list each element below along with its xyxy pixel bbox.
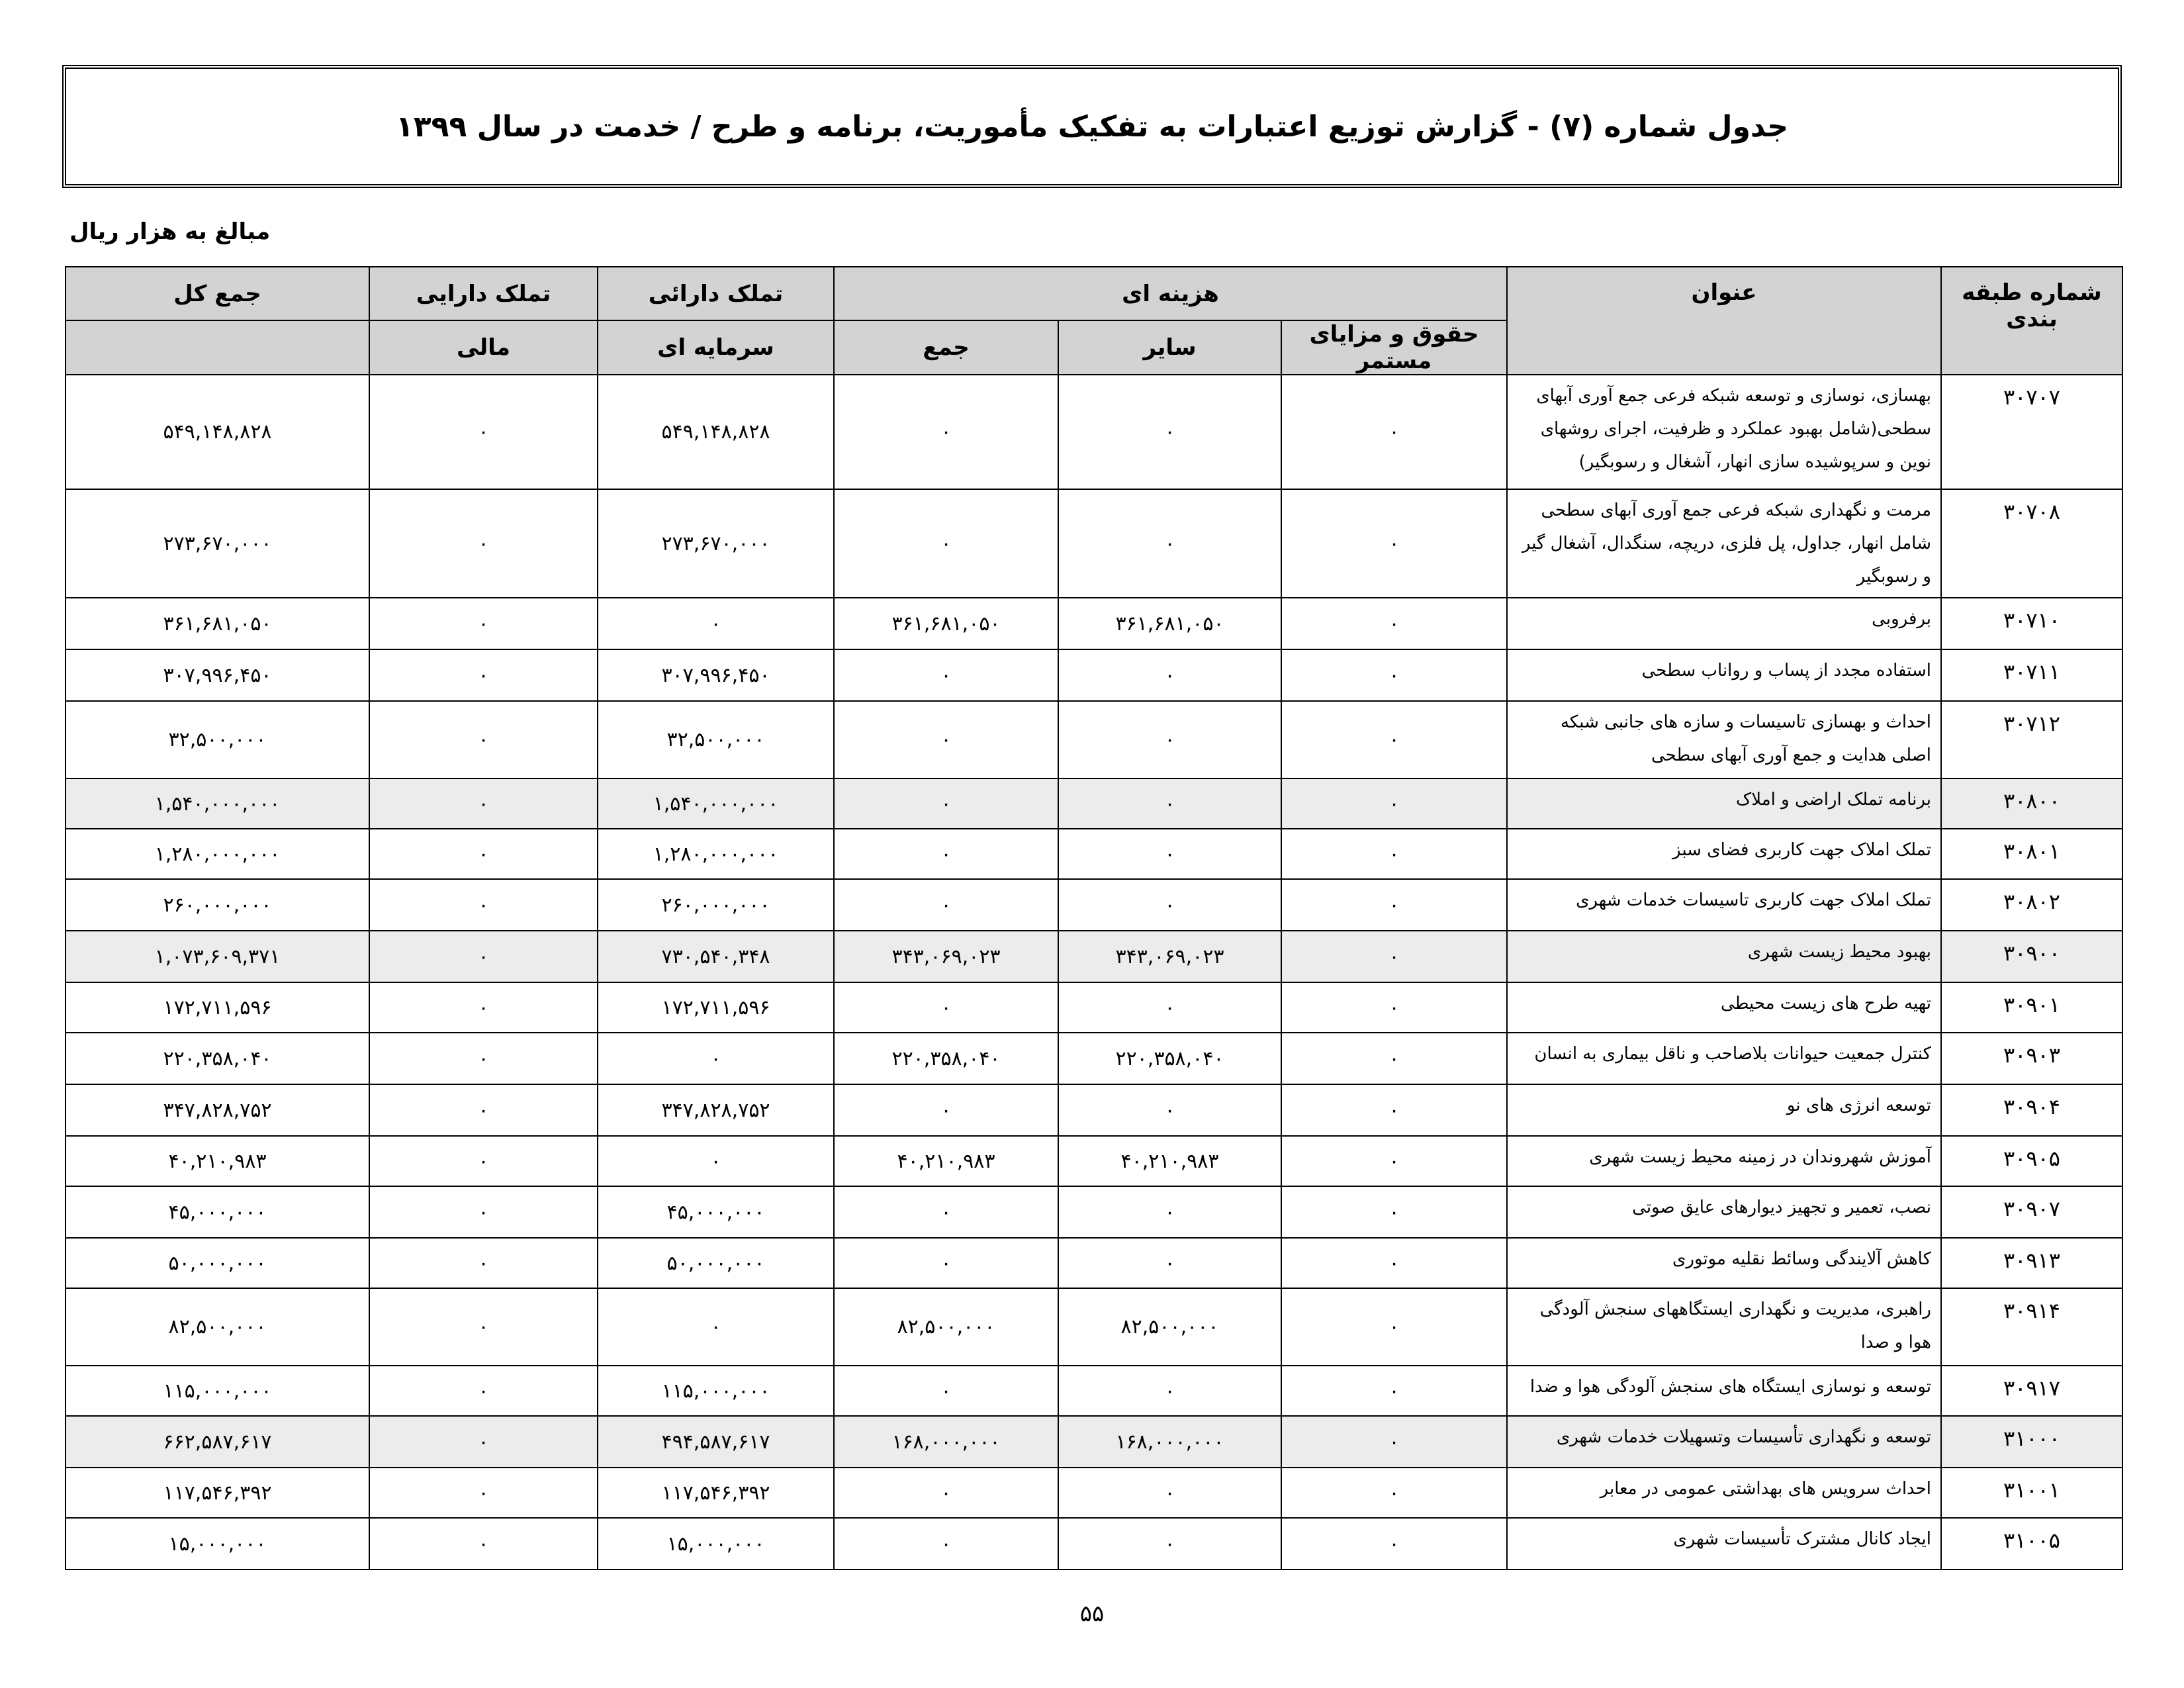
- cell-code: ۳۰۹۰۷: [1941, 1186, 2122, 1238]
- cell-capital: ۱۵,۰۰۰,۰۰۰: [598, 1518, 834, 1570]
- cell-code: ۳۰۸۰۱: [1941, 829, 2122, 879]
- header-title: عنوان: [1507, 267, 1941, 375]
- table-row: [66, 1084, 2122, 1136]
- cell-code: ۳۰۹۰۵: [1941, 1136, 2122, 1186]
- cell-total: ۱,۰۷۳,۶۰۹,۳۷۱: [66, 931, 369, 982]
- cell-financial: ۰: [369, 1416, 598, 1468]
- cell-current-total: ۰: [834, 489, 1058, 598]
- cell-salary: ۰: [1281, 829, 1507, 879]
- header-financial-bottom: مالی: [369, 320, 598, 375]
- cell-salary: ۰: [1281, 1084, 1507, 1136]
- cell-title: تملک املاک جهت کاربری تاسیسات خدمات شهری: [1507, 879, 1941, 931]
- cell-total: ۱۱۵,۰۰۰,۰۰۰: [66, 1366, 369, 1416]
- cell-financial: ۰: [369, 649, 598, 701]
- table-row: [66, 489, 2122, 598]
- cell-current-total: ۰: [834, 701, 1058, 778]
- cell-current-total: ۰: [834, 829, 1058, 879]
- cell-code: ۳۰۷۰۷: [1941, 375, 2122, 489]
- cell-financial: ۰: [369, 701, 598, 778]
- cell-capital: ۴۹۴,۵۸۷,۶۱۷: [598, 1416, 834, 1468]
- cell-capital: ۰: [598, 1033, 834, 1084]
- cell-salary: ۰: [1281, 649, 1507, 701]
- cell-current-total: ۰: [834, 982, 1058, 1033]
- cell-capital: ۷۳۰,۵۴۰,۳۴۸: [598, 931, 834, 982]
- cell-code: ۳۰۹۱۷: [1941, 1366, 2122, 1416]
- cell-current-total: ۸۲,۵۰۰,۰۰۰: [834, 1288, 1058, 1366]
- cell-capital: ۱,۲۸۰,۰۰۰,۰۰۰: [598, 829, 834, 879]
- cell-title: برفروبی: [1507, 598, 1941, 649]
- header-capital-bottom: سرمایه ای: [598, 320, 834, 375]
- table-row: [66, 701, 2122, 778]
- table-row: [66, 1366, 2122, 1416]
- cell-total: ۱,۲۸۰,۰۰۰,۰۰۰: [66, 829, 369, 879]
- page-number: ۵۵: [1079, 1601, 1105, 1627]
- cell-title: بهسازی، نوسازی و توسعه شبکه فرعی جمع آوری آبهای سطحی(شامل بهبود عملکرد و ظرفیت، اجرای روشهای نوین و سرپوشیده سازی انهار، آشغال و رسوبگیر): [1507, 375, 1941, 489]
- cell-salary: ۰: [1281, 982, 1507, 1033]
- cell-other: ۰: [1058, 701, 1281, 778]
- cell-other: ۰: [1058, 489, 1281, 598]
- cell-financial: ۰: [369, 1288, 598, 1366]
- cell-financial: ۰: [369, 1366, 598, 1416]
- cell-salary: ۰: [1281, 1136, 1507, 1186]
- cell-capital: ۲۷۳,۶۷۰,۰۰۰: [598, 489, 834, 598]
- cell-total: ۶۶۲,۵۸۷,۶۱۷: [66, 1416, 369, 1468]
- header-code: شماره طبقه بندی: [1941, 267, 2122, 375]
- cell-title: توسعه و نوسازی ایستگاه های سنجش آلودگی هوا و ضدا: [1507, 1366, 1941, 1416]
- cell-capital: ۵۴۹,۱۴۸,۸۲۸: [598, 375, 834, 489]
- cell-code: ۳۰۸۰۲: [1941, 879, 2122, 931]
- cell-code: ۳۱۰۰۵: [1941, 1518, 2122, 1570]
- cell-current-total: ۰: [834, 1468, 1058, 1518]
- cell-current-total: ۰: [834, 879, 1058, 931]
- cell-current-total: ۰: [834, 375, 1058, 489]
- cell-current-total: ۰: [834, 1084, 1058, 1136]
- cell-other: ۴۰,۲۱۰,۹۸۳: [1058, 1136, 1281, 1186]
- table-row: [66, 1518, 2122, 1570]
- cell-financial: ۰: [369, 778, 598, 829]
- cell-financial: ۰: [369, 1136, 598, 1186]
- cell-code: ۳۰۹۱۳: [1941, 1238, 2122, 1288]
- cell-code: ۳۱۰۰۰: [1941, 1416, 2122, 1468]
- cell-other: ۸۲,۵۰۰,۰۰۰: [1058, 1288, 1281, 1366]
- table-row: [66, 879, 2122, 931]
- cell-total: ۲۶۰,۰۰۰,۰۰۰: [66, 879, 369, 931]
- cell-title: کاهش آلایندگی وسائط نقلیه موتوری: [1507, 1238, 1941, 1288]
- cell-other: ۰: [1058, 1366, 1281, 1416]
- cell-code: ۳۰۹۰۴: [1941, 1084, 2122, 1136]
- cell-other: ۲۲۰,۳۵۸,۰۴۰: [1058, 1033, 1281, 1084]
- cell-financial: ۰: [369, 489, 598, 598]
- cell-financial: ۰: [369, 1468, 598, 1518]
- cell-title: احداث و بهسازی تاسیسات و سازه های جانبی شبکه اصلی هدایت و جمع آوری آبهای سطحی: [1507, 701, 1941, 778]
- cell-financial: ۰: [369, 931, 598, 982]
- cell-other: ۰: [1058, 778, 1281, 829]
- table-row: [66, 1186, 2122, 1238]
- cell-code: ۳۰۹۰۰: [1941, 931, 2122, 982]
- table-body: [66, 375, 2122, 1570]
- cell-financial: ۰: [369, 1518, 598, 1570]
- cell-current-total: ۰: [834, 649, 1058, 701]
- cell-code: ۳۰۷۱۱: [1941, 649, 2122, 701]
- cell-total: ۱۷۲,۷۱۱,۵۹۶: [66, 982, 369, 1033]
- cell-title: استفاده مجدد از پساب و رواناب سطحی: [1507, 649, 1941, 701]
- cell-financial: ۰: [369, 1084, 598, 1136]
- cell-other: ۰: [1058, 879, 1281, 931]
- table-row: [66, 1416, 2122, 1468]
- cell-salary: ۰: [1281, 1288, 1507, 1366]
- header-current: هزینه ای: [834, 267, 1507, 320]
- table-row: [66, 649, 2122, 701]
- cell-financial: ۰: [369, 1186, 598, 1238]
- cell-current-total: ۲۲۰,۳۵۸,۰۴۰: [834, 1033, 1058, 1084]
- table-row: [66, 1238, 2122, 1288]
- table-row: [66, 931, 2122, 982]
- cell-salary: ۰: [1281, 1518, 1507, 1570]
- table-row: [66, 829, 2122, 879]
- cell-capital: ۱۷۲,۷۱۱,۵۹۶: [598, 982, 834, 1033]
- cell-financial: ۰: [369, 598, 598, 649]
- table-row: [66, 1468, 2122, 1518]
- cell-total: ۳۴۷,۸۲۸,۷۵۲: [66, 1084, 369, 1136]
- cell-capital: ۱۱۵,۰۰۰,۰۰۰: [598, 1366, 834, 1416]
- cell-total: ۱۱۷,۵۴۶,۳۹۲: [66, 1468, 369, 1518]
- cell-other: ۰: [1058, 649, 1281, 701]
- cell-other: ۰: [1058, 1468, 1281, 1518]
- cell-salary: ۰: [1281, 1186, 1507, 1238]
- cell-capital: ۱۱۷,۵۴۶,۳۹۲: [598, 1468, 834, 1518]
- cell-salary: ۰: [1281, 1238, 1507, 1288]
- table-row: [66, 778, 2122, 829]
- cell-current-total: ۰: [834, 1366, 1058, 1416]
- cell-total: ۱۵,۰۰۰,۰۰۰: [66, 1518, 369, 1570]
- cell-code: ۳۰۷۱۰: [1941, 598, 2122, 649]
- cell-capital: ۰: [598, 1288, 834, 1366]
- cell-code: ۳۰۹۰۱: [1941, 982, 2122, 1033]
- cell-code: ۳۰۹۱۴: [1941, 1288, 2122, 1366]
- cell-capital: ۳۴۷,۸۲۸,۷۵۲: [598, 1084, 834, 1136]
- header-financial-top: تملک دارایی: [369, 267, 598, 320]
- cell-code: ۳۰۸۰۰: [1941, 778, 2122, 829]
- cell-salary: ۰: [1281, 1468, 1507, 1518]
- cell-current-total: ۴۰,۲۱۰,۹۸۳: [834, 1136, 1058, 1186]
- title-box: [62, 65, 2122, 188]
- cell-capital: ۵۰,۰۰۰,۰۰۰: [598, 1238, 834, 1288]
- cell-current-total: ۰: [834, 1518, 1058, 1570]
- page-title: جدول شماره (۷) - گزارش توزیع اعتبارات به تفکیک مأموریت، برنامه و طرح / خدمت در سال ۱۳۹۹: [395, 109, 1789, 144]
- cell-current-total: ۰: [834, 778, 1058, 829]
- cell-code: ۳۰۷۱۲: [1941, 701, 2122, 778]
- cell-total: ۲۷۳,۶۷۰,۰۰۰: [66, 489, 369, 598]
- cell-code: ۳۰۹۰۳: [1941, 1033, 2122, 1084]
- cell-other: ۰: [1058, 375, 1281, 489]
- cell-title: آموزش شهروندان در زمینه محیط زیست شهری: [1507, 1136, 1941, 1186]
- header-grand-total: جمع کل: [66, 267, 369, 320]
- cell-salary: ۰: [1281, 701, 1507, 778]
- cell-capital: ۴۵,۰۰۰,۰۰۰: [598, 1186, 834, 1238]
- cell-title: بهبود محیط زیست شهری: [1507, 931, 1941, 982]
- cell-capital: ۳۰۷,۹۹۶,۴۵۰: [598, 649, 834, 701]
- table-row: [66, 375, 2122, 489]
- cell-capital: ۰: [598, 1136, 834, 1186]
- cell-financial: ۰: [369, 1033, 598, 1084]
- header-capital-top: تملک دارائی: [598, 267, 834, 320]
- cell-capital: ۳۲,۵۰۰,۰۰۰: [598, 701, 834, 778]
- table-row: [66, 982, 2122, 1033]
- table-row: [66, 1288, 2122, 1366]
- cell-salary: ۰: [1281, 1416, 1507, 1468]
- cell-title: برنامه تملک اراضی و املاک: [1507, 778, 1941, 829]
- cell-total: ۳۲,۵۰۰,۰۰۰: [66, 701, 369, 778]
- cell-other: ۰: [1058, 1518, 1281, 1570]
- table-row: [66, 598, 2122, 649]
- table-row: [66, 1136, 2122, 1186]
- cell-total: ۳۰۷,۹۹۶,۴۵۰: [66, 649, 369, 701]
- budget-table: [65, 266, 2123, 1570]
- cell-title: توسعه و نگهداری تأسیسات وتسهیلات خدمات شهری: [1507, 1416, 1941, 1468]
- cell-title: ایجاد کانال مشترک تأسیسات شهری: [1507, 1518, 1941, 1570]
- cell-salary: ۰: [1281, 489, 1507, 598]
- cell-financial: ۰: [369, 879, 598, 931]
- cell-title: کنترل جمعیت حیوانات بلاصاحب و ناقل بیماری به انسان: [1507, 1033, 1941, 1084]
- header-grand-total-bottom: [66, 320, 369, 375]
- cell-total: ۴۰,۲۱۰,۹۸۳: [66, 1136, 369, 1186]
- cell-code: ۳۱۰۰۱: [1941, 1468, 2122, 1518]
- cell-current-total: ۳۶۱,۶۸۱,۰۵۰: [834, 598, 1058, 649]
- cell-total: ۱,۵۴۰,۰۰۰,۰۰۰: [66, 778, 369, 829]
- cell-title: تهیه طرح های زیست محیطی: [1507, 982, 1941, 1033]
- table-row: [66, 1033, 2122, 1084]
- unit-label: مبالغ به هزار ریال: [69, 218, 271, 245]
- cell-other: ۰: [1058, 1238, 1281, 1288]
- cell-salary: ۰: [1281, 1033, 1507, 1084]
- cell-capital: ۰: [598, 598, 834, 649]
- cell-salary: ۰: [1281, 1366, 1507, 1416]
- header-current-total: جمع: [834, 320, 1058, 375]
- cell-title: تملک املاک جهت کاربری فضای سبز: [1507, 829, 1941, 879]
- cell-other: ۰: [1058, 829, 1281, 879]
- cell-salary: ۰: [1281, 375, 1507, 489]
- cell-salary: ۰: [1281, 598, 1507, 649]
- cell-title: احداث سرویس های بهداشتی عمومی در معابر: [1507, 1468, 1941, 1518]
- cell-title: نصب، تعمیر و تجهیز دیوارهای عایق صوتی: [1507, 1186, 1941, 1238]
- cell-title: راهبری، مدیریت و نگهداری ایستگاههای سنجش آلودگی هوا و صدا: [1507, 1288, 1941, 1366]
- cell-financial: ۰: [369, 1238, 598, 1288]
- unit-label-container: [69, 218, 467, 245]
- cell-total: ۳۶۱,۶۸۱,۰۵۰: [66, 598, 369, 649]
- cell-capital: ۱,۵۴۰,۰۰۰,۰۰۰: [598, 778, 834, 829]
- cell-total: ۸۲,۵۰۰,۰۰۰: [66, 1288, 369, 1366]
- cell-other: ۳۶۱,۶۸۱,۰۵۰: [1058, 598, 1281, 649]
- cell-total: ۴۵,۰۰۰,۰۰۰: [66, 1186, 369, 1238]
- cell-salary: ۰: [1281, 879, 1507, 931]
- cell-title: توسعه انرژی های نو: [1507, 1084, 1941, 1136]
- header-other: سایر: [1058, 320, 1281, 375]
- cell-other: ۰: [1058, 1186, 1281, 1238]
- cell-total: ۵۴۹,۱۴۸,۸۲۸: [66, 375, 369, 489]
- cell-current-total: ۳۴۳,۰۶۹,۰۲۳: [834, 931, 1058, 982]
- cell-financial: ۰: [369, 982, 598, 1033]
- cell-current-total: ۰: [834, 1238, 1058, 1288]
- cell-financial: ۰: [369, 375, 598, 489]
- cell-current-total: ۰: [834, 1186, 1058, 1238]
- cell-current-total: ۱۶۸,۰۰۰,۰۰۰: [834, 1416, 1058, 1468]
- cell-salary: ۰: [1281, 931, 1507, 982]
- cell-other: ۰: [1058, 1084, 1281, 1136]
- cell-financial: ۰: [369, 829, 598, 879]
- cell-code: ۳۰۷۰۸: [1941, 489, 2122, 598]
- cell-capital: ۲۶۰,۰۰۰,۰۰۰: [598, 879, 834, 931]
- cell-salary: ۰: [1281, 778, 1507, 829]
- cell-other: ۱۶۸,۰۰۰,۰۰۰: [1058, 1416, 1281, 1468]
- cell-other: ۳۴۳,۰۶۹,۰۲۳: [1058, 931, 1281, 982]
- cell-title: مرمت و نگهداری شبکه فرعی جمع آوری آبهای سطحی شامل انهار، جداول، پل فلزی، دریچه، سنگدال، آشغال گیر و رسوبگیر: [1507, 489, 1941, 598]
- cell-total: ۵۰,۰۰۰,۰۰۰: [66, 1238, 369, 1288]
- cell-other: ۰: [1058, 982, 1281, 1033]
- cell-total: ۲۲۰,۳۵۸,۰۴۰: [66, 1033, 369, 1084]
- header-salary: حقوق و مزایای مستمر: [1281, 320, 1507, 375]
